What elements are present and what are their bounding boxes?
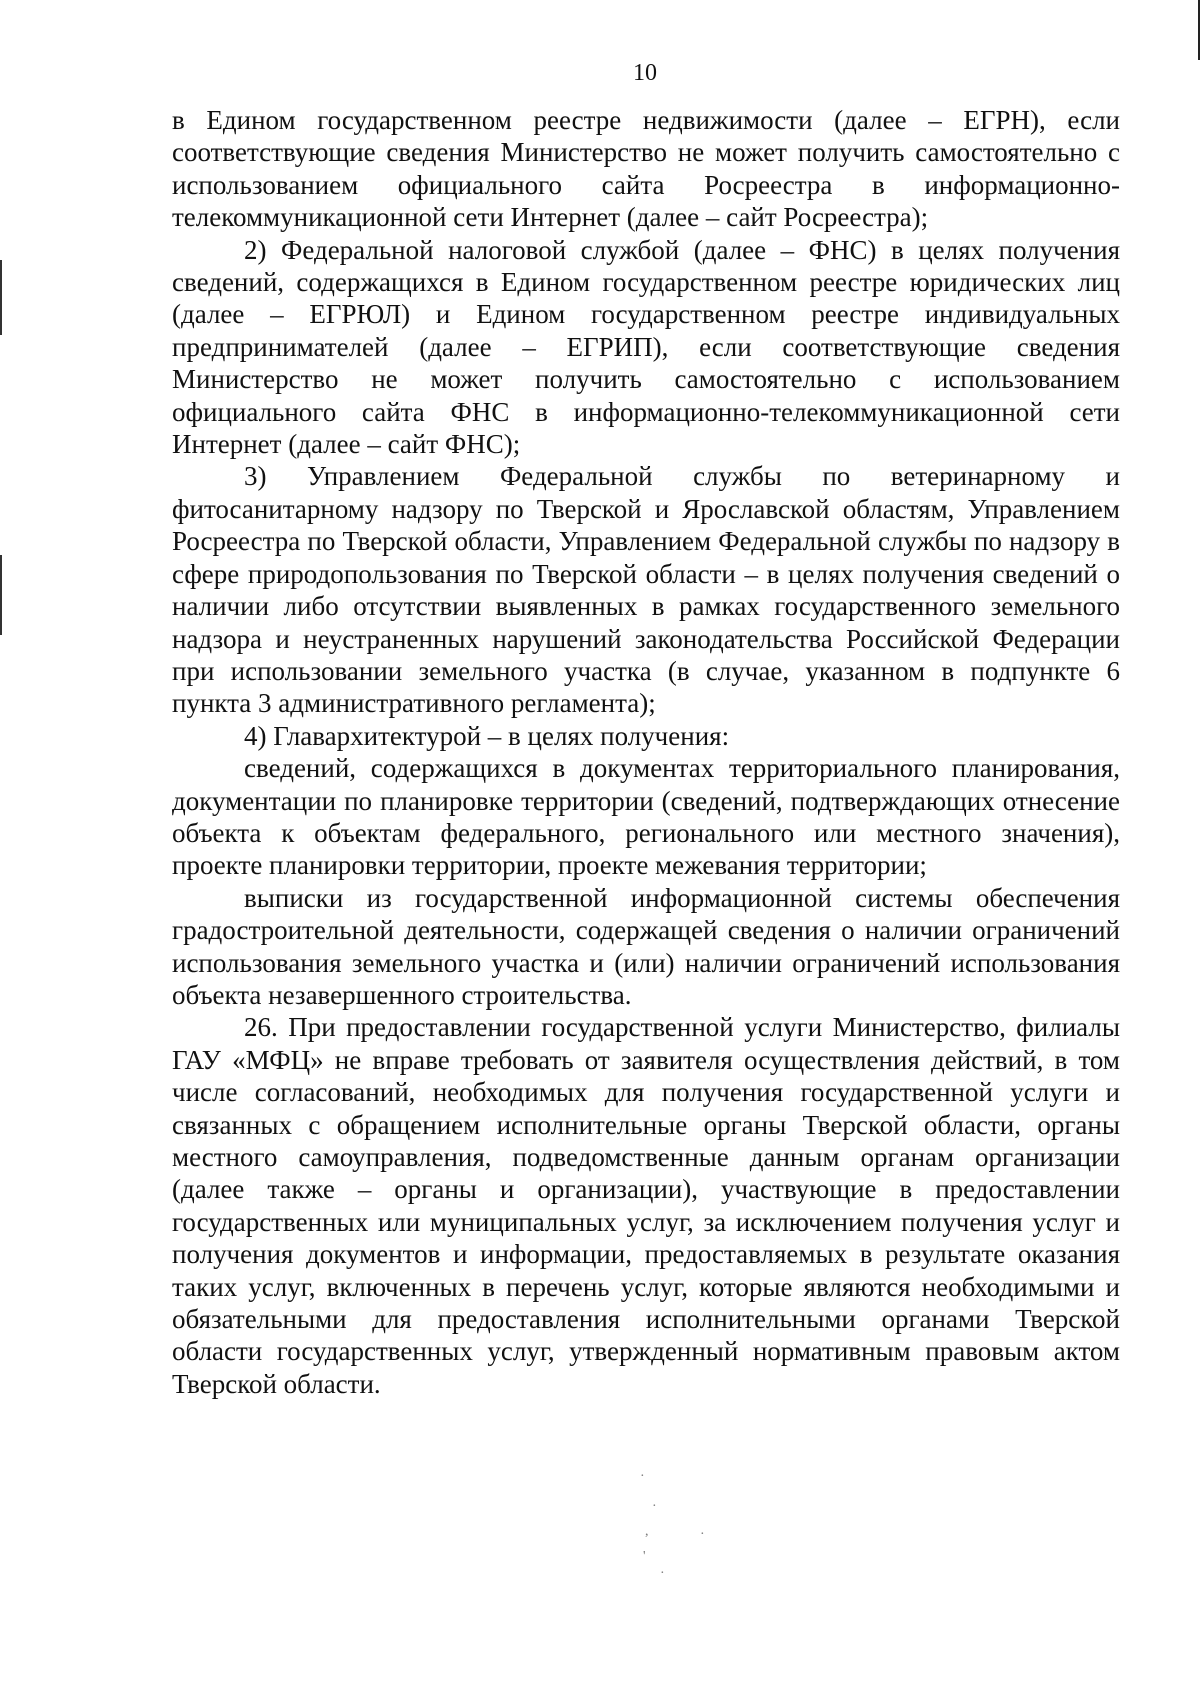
paragraph-item-4-glavarkhitektura: 4) Главархитектурой – в целях получения: <box>244 720 730 751</box>
scan-speck: , <box>645 1524 649 1539</box>
scan-edge-mark <box>0 260 2 335</box>
page-number: 10 <box>633 60 657 86</box>
scan-speck: · <box>660 1566 665 1581</box>
document-body <box>172 104 1120 1400</box>
scan-speck: · <box>640 1469 645 1484</box>
paragraph-planning-documents: сведений, содержащихся в документах территориального планирования, документации по планировке территории (сведений, подтверждающих отнесение объекта к объектам федерального, регионального или местного значения), проекте планировки территории, проекте межевания территории; <box>172 753 1120 881</box>
paragraph-egrn-continuation: в Едином государственном реестре недвижимости (далее – ЕГРН), если соответствующие сведения Министерство не может получить самостоятельно с использованием официального сайта Росреестра в информационно-телекоммуникационной сети Интернет (далее – сайт Росреестра); <box>172 105 1120 233</box>
paragraph-item-3-rosselkhoznadzor: 3) Управлением Федеральной службы по ветеринарному и фитосанитарному надзору по Тверской и Ярославской областям, Управлением Росреестра по Тверской области, Управлением Федеральной службы по надзору в сфере природопользования по Тверской области – в целях получения сведений о наличии либо отсутствии выявленных в рамках государственного земельного надзора и неустраненных нарушений законодательства Российской Федерации при использовании земельного участка (в случае, указанном в подпункте 6 пункта 3 административного регламента); <box>172 461 1120 719</box>
paragraph-isogd-extract: выписки из государственной информационной системы обеспечения градостроительной деятельности, содержащей сведения о наличии ограничений использования земельного участка и (или) наличии ограничений использования объекта незавершенного строительства. <box>172 882 1120 1010</box>
scan-speck: · <box>700 1527 705 1542</box>
scan-speck: ' <box>643 1549 646 1564</box>
scan-speck: · <box>652 1499 657 1514</box>
paragraph-item-26: 26. При предоставлении государственной услуги Министерство, филиалы ГАУ «МФЦ» не вправе требовать от заявителя осуществления действий, в том числе согласований, необходимых для получения государственной услуги и связанных с обращением исполнительные органы Тверской области, органы местного самоуправления, подведомственные данным органам организации (далее также – органы и организации), участвующие в предоставлении государственных или муниципальных услуг, за исключением получения услуг и получения документов и информации, предоставляемых в результате оказания таких услуг, включенных в перечень услуг, которые являются необходимыми и обязательными для предоставления исполнительными органами Тверской области государственных услуг, утвержденный нормативным правовым актом Тверской области. <box>172 1012 1120 1399</box>
paragraph-item-2-fns: 2) Федеральной налоговой службой (далее – ФНС) в целях получения сведений, содержащихся в Едином государственном реестре юридических лиц (далее – ЕГРЮЛ) и Едином государственном реестре индивидуальных предпринимателей (далее – ЕГРИП), если соответствующие сведения Министерство не может получить самостоятельно с использованием официального сайта ФНС в информационно-телекоммуникационной сети Интернет (далее – сайт ФНС); <box>172 234 1120 460</box>
scan-edge-mark <box>0 555 2 635</box>
